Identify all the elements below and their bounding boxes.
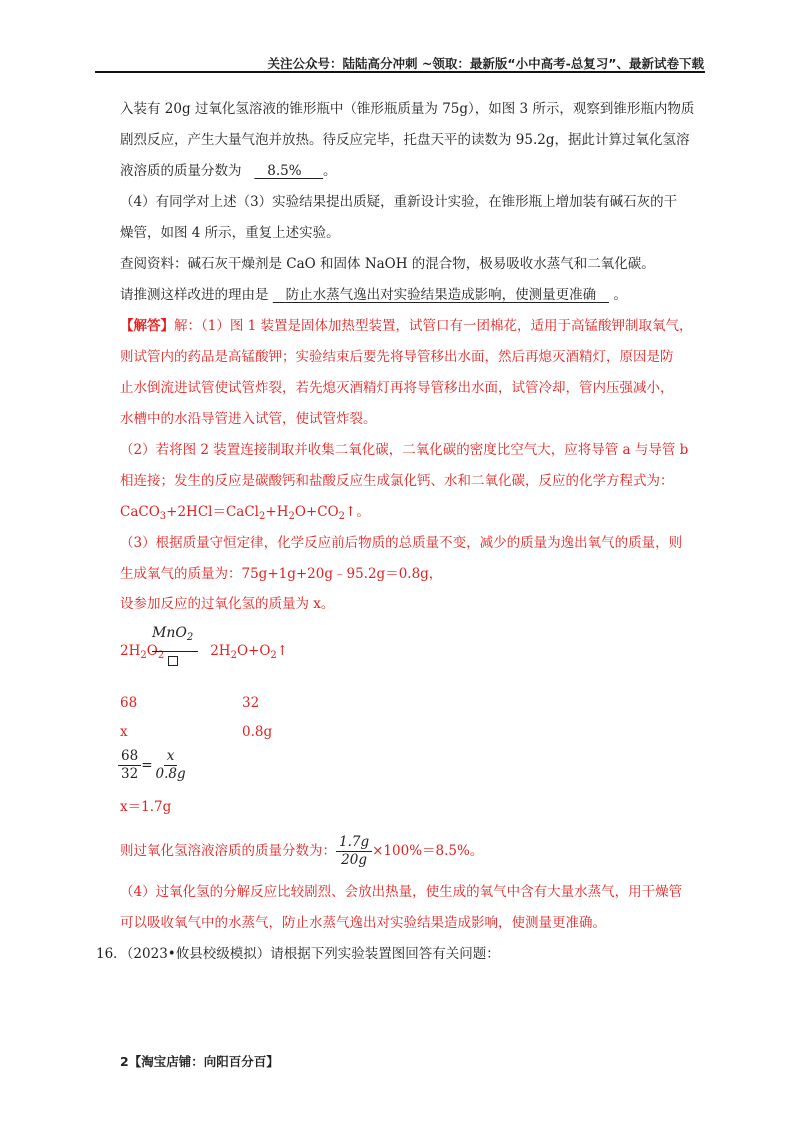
page-footer: 2【淘宝店铺：向阳百分百】 (120, 1054, 279, 1069)
part3-prefix: 液溶质的质量分数为 (120, 163, 242, 179)
answer-part4-line1: （4）过氧化氢的分解反应比较剧烈、会放出热量，使生成的氧气中含有大量水蒸气，用干燥管 (120, 884, 683, 900)
part4-ask (120, 286, 627, 304)
answer-part3-line2: 生成氧气的质量为：75g+1g+20g﹣95.2g＝0.8g， (120, 566, 443, 582)
part4-answer: 防止水蒸气逸出对实验结果造成影响，使测量更准确 (285, 287, 597, 303)
x-result: x＝1.7g (120, 799, 172, 815)
fraction-right: $\frac{x}{0.8g}$ (155, 748, 186, 782)
part3-answer: 8.5% (267, 163, 302, 179)
proportion-equation: $\frac{68}{32}$ = $\frac{x}{0.8g}$ (118, 748, 189, 783)
part4-info: 查阅资料：碱石灰干燥剂是 CaO 和固体 NaOH 的混合物，极易吸收水蒸气和二氧化碳。 (120, 256, 655, 272)
caco3-equation: $CaCO_3+2HCl=CaCl_2+H_2O+CO_2↑$。 (120, 504, 370, 522)
part4-line1: （4）有同学对上述（3）实验结果提出质疑，重新设计实验，在锥形瓶上增加装有碱石灰的干 (120, 194, 678, 210)
answer-part1-line3: 止水倒流进试管使试管炸裂，若先熄灭酒精灯再将导管移出水面，试管冷却，管内压强减小， (120, 380, 674, 396)
answer-part3-line3: 设参加反应的过氧化氢的质量为 x。 (120, 596, 335, 612)
part4-line2: 燥管，如图 4 所示，重复上述实验。 (120, 225, 340, 241)
answer-tag: 【解答】 (120, 318, 174, 334)
unknown-mass: x (120, 724, 128, 740)
condition-placeholder-icon (168, 656, 178, 666)
question-16: 16．（2023•攸县校级模拟）请根据下列实验装置图回答有关问题： (96, 946, 500, 962)
answer-part4-line2: 可以吸收氧气中的水蒸气，防止水蒸气逸出对实验结果造成影响，使测量更准确。 (120, 915, 606, 931)
answer-part2-line1: （2）若将图 2 装置连接制取并收集二氧化碳，二氧化碳的密度比空气大，应将导管 a 与导管 b (120, 442, 689, 458)
mass-fraction-prefix: 则过氧化氢溶液溶质的质量分数为： (120, 843, 336, 859)
h2o2-equation: $2H_2O_2$ $2H_2O+O_2↑$ (120, 643, 289, 661)
answer-part1-line1 (120, 317, 693, 335)
part4-ask-suffix: 。 (613, 287, 627, 303)
oxygen-mass: 0.8g (242, 724, 273, 740)
part4-answer-blank (273, 287, 609, 303)
part3-line2: 剧烈反应，产生大量气泡并放热。待反应完毕，托盘天平的读数为 95.2g，据此计算过氧化氢溶 (120, 132, 690, 148)
mass-fraction: $\frac{1.7g}{20g}$ (336, 834, 372, 869)
answer-part3-line1: （3）根据质量守恒定律，化学反应前后物质的总质量不变，减少的质量为逸出氧气的质量，则 (120, 535, 683, 551)
reaction-condition-bar (152, 651, 198, 652)
molar-mass-h2o2: 68 (120, 695, 138, 711)
answer-part1-text: 解：（1）图 1 装置是固体加热型装置，试管口有一团棉花，适用于高锰酸钾制取氧气， (174, 318, 693, 334)
catalyst-label: MnO$_2$ (152, 625, 194, 643)
molar-mass-o2: 32 (242, 695, 260, 711)
answer-part1-line2: 则试管内的药品是高锰酸钾；实验结束后要先将导管移出水面，然后再熄灭酒精灯，原因是防 (120, 349, 674, 365)
part3-line3 (120, 162, 337, 180)
part4-ask-prefix: 请推测这样改进的理由是 (120, 287, 269, 303)
part3-suffix: 。 (323, 163, 337, 179)
answer-part1-line4: 水槽中的水沿导管进入试管，使试管炸裂。 (120, 411, 377, 427)
fraction-left: $\frac{68}{32}$ (118, 748, 141, 783)
page-header: 关注公众号：陆陆高分冲刺 ~领取：最新版“小中高考-总复习”、最新试卷下载 (267, 56, 704, 71)
mass-fraction-line (120, 834, 483, 869)
mass-fraction-suffix: ×100%＝8.5%。 (372, 843, 484, 859)
part3-answer-blank (254, 163, 323, 179)
part3-line1: 入装有 20g 过氧化氢溶液的锥形瓶中（锥形瓶质量为 75g），如图 3 所示，观察到锥形瓶内物质 (120, 101, 695, 117)
answer-part2-line2: 相连接；发生的反应是碳酸钙和盐酸反应生成氯化钙、水和二氧化碳，反应的化学方程式为： (120, 473, 674, 489)
